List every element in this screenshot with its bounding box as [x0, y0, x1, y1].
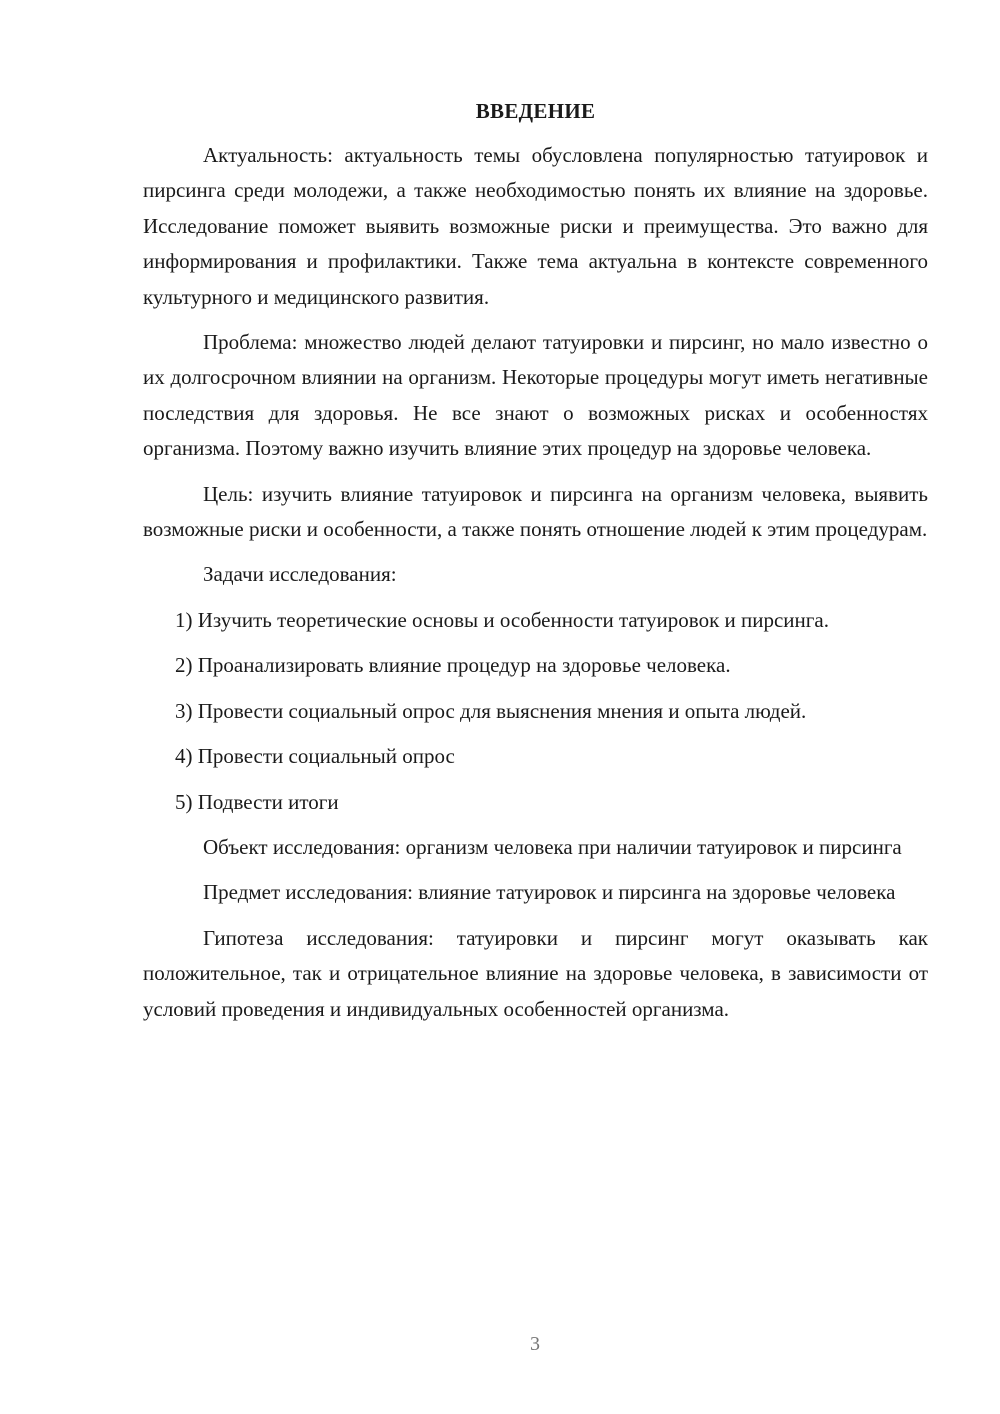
- task-item-3: 3) Провести социальный опрос для выяснения мнения и опыта людей.: [175, 698, 807, 723]
- object-paragraph: Объект исследования: организм человека при наличии татуировок и пирсинга: [203, 834, 902, 859]
- task-item-5: 5) Подвести итоги: [175, 789, 339, 814]
- task-item-1: 1) Изучить теоретические основы и особенности татуировок и пирсинга.: [175, 607, 829, 632]
- section-heading: ВВЕДЕНИЕ: [475, 99, 596, 123]
- task-item-2: 2) Проанализировать влияние процедур на здоровье человека.: [175, 653, 731, 678]
- hypothesis-paragraph: Гипотеза исследования: татуировки и пирсинг могут оказывать как положительное, так и отрицательное влияние на здоровье человека, в зависимости от условий проведения и индивидуальных особенностей организма.: [143, 925, 928, 1021]
- subject-paragraph: Предмет исследования: влияние татуировок и пирсинга на здоровье человека: [203, 880, 896, 905]
- goal-paragraph: Цель: изучить влияние татуировок и пирсинга на организм человека, выявить возможные риски и особенности, а также понять отношение людей к этим процедурам.: [143, 481, 928, 542]
- page-number: 3: [530, 1333, 540, 1355]
- document-page: [143, 96, 928, 1037]
- tasks-heading: Задачи исследования:: [203, 562, 397, 587]
- task-item-4: 4) Провести социальный опрос: [175, 744, 455, 769]
- problem-paragraph: Проблема: множество людей делают татуировки и пирсинг, но мало известно о их долгосрочном влиянии на организм. Некоторые процедуры могут иметь негативные последствия для здоровья. Не все знают о возможных рисках и особенностях организма. Поэтому важно изучить влияние этих процедур на здоровье человека.: [143, 330, 928, 461]
- relevance-paragraph: Актуальность: актуальность темы обусловлена популярностью татуировок и пирсинга среди молодежи, а также необходимостью понять их влияние на здоровье. Исследование поможет выявить возможные риски и преимущества. Это важно для информирования и профилактики. Также тема актуальна в контексте современного культурного и медицинского развития.: [143, 143, 928, 309]
